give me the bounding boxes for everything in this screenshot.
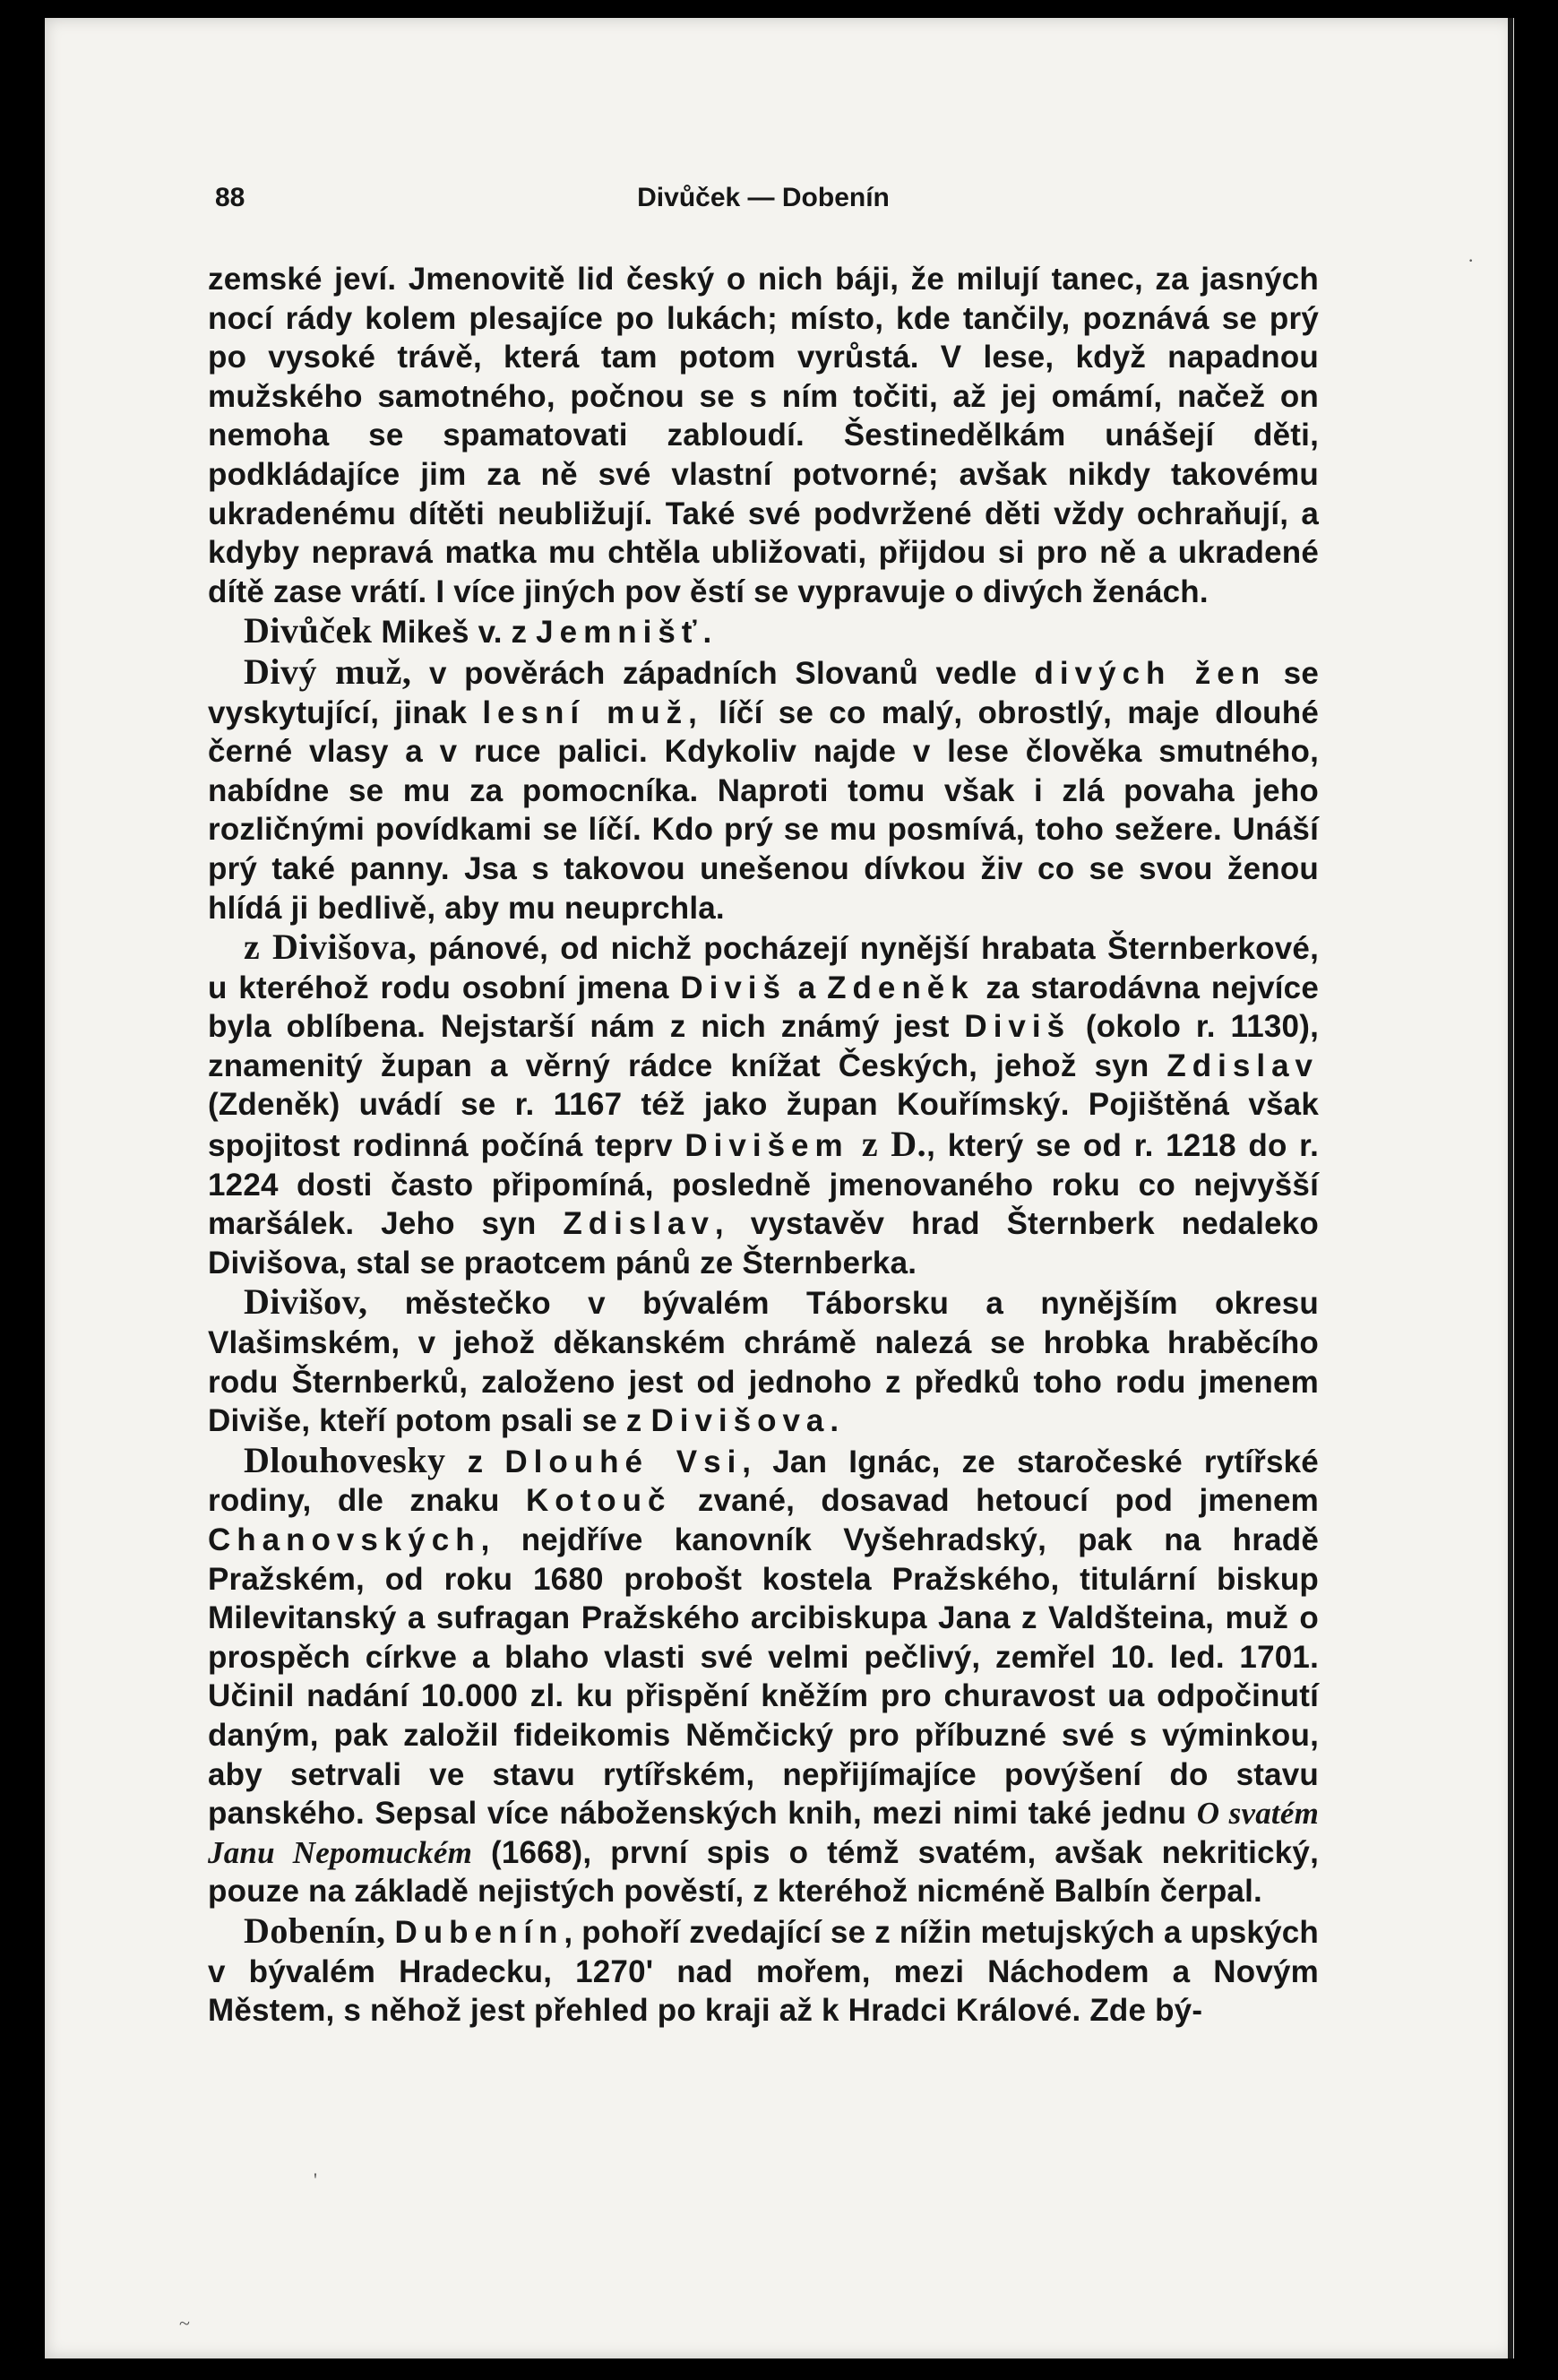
spaced-name: Dlouhé Vsi xyxy=(504,1444,743,1479)
text-body xyxy=(208,260,1319,2031)
spaced-name: Divišova. xyxy=(650,1403,846,1439)
page-content xyxy=(208,161,1319,2031)
text-run xyxy=(386,1915,395,1950)
running-header xyxy=(208,161,1319,215)
text-run: , nejdříve kanovník Vyšehradský, pak na hradě Pražském, od roku 1680 probošt kostela Pražského, titulární biskup Milevitanský a sufragan Pražského arcibiskupa Jana z Valdšteina, muž o prospěch církve a blaho vlasti své velmi pečlivý, zemřel 10. led. 1701. Učinil nadání 10.000 zl. ku přispění kněžím pro churavost ua odpočinutí daným, pak založil fideikomis Němčický pro příbuzné své s výminkou, aby setrvali ve stavu rytířském, nepřijímajíce povýšení do stavu panského. Sepsal více náboženských knih, mezi nimi také jednu xyxy=(208,1522,1319,1832)
spaced-name: lesní muž, xyxy=(482,694,703,730)
entry-divisov xyxy=(208,1282,1319,1440)
entry-divucek xyxy=(208,611,1319,652)
spaced-name: Jemnišť. xyxy=(536,615,719,651)
text-run: městečko v bývalém Táborsku a nynějším okresu Vlašimském, v jehož děkanském chrámě nalezá se hrobka hraběcího rodu Šternberků, založeno jest od jednoho z předků toho rodu jmenem Diviše, kteří potom psali se z xyxy=(208,1286,1319,1439)
headword: Dlouhovesky xyxy=(244,1439,446,1480)
headword: Divůček xyxy=(244,610,373,651)
headword: Divišov, xyxy=(244,1281,368,1323)
text-run: , pohoří zvedající se z nížin metujských a upských v bývalém Hradecku, 1270' nad mořem, mezi Náchodem a Novým Městem, s něhož jest přehled po kraji až k Hradci Králové. Zde bý- xyxy=(208,1914,1319,2029)
text-run: , který se od r. 1218 do r. 1224 dosti často připomíná, posledně jmenovaného roku co nejvyšší maršálek. Jeho syn xyxy=(208,1128,1319,1242)
headword: Divý muž, xyxy=(244,651,412,692)
spaced-name: Zdislav xyxy=(563,1206,715,1242)
spaced-name: Divišem xyxy=(684,1128,849,1164)
running-title: Divůček — Dobenín xyxy=(637,183,890,212)
headword: z Divišova, xyxy=(244,927,417,968)
spaced-name: Zdeněk xyxy=(827,970,975,1005)
spaced-name: Diviš xyxy=(964,1009,1072,1045)
book-page xyxy=(45,18,1514,2358)
margin-mark-left: ' xyxy=(314,2169,317,2191)
text-run: se vyskytující, jinak xyxy=(208,655,1319,730)
headword: Dobenín, xyxy=(244,1910,386,1951)
entry-dobenin xyxy=(208,1911,1319,2031)
text-run: zemské jeví. Jmenovitě lid český o nich báji, že milují tanec, za jasných nocí rády kolem plesajíce po lukách; místo, kde tančily, poznává se prý po vysoké trávě, která tam potom vyrůstá. V lese, když napadnou mužského samotného, počnou se s ním točiti, až jej omámí, načež on nemoha se spamatovati zabloudí. Šestinedělkám unášejí děti, podkládajíce jim za ně své vlastní potvorné; avšak nikdy takovému ukradenému dítěti neubližují. Také své podvržené děti vždy ochraňují, a kdyby nepravá matka mu chtěla ubližovati, přijdou si pro ně a ukradené dítě zase vrátí. I více jiných pov ěstí se vypravuje o divých ženách. xyxy=(208,262,1319,609)
text-run: v pověrách západních Slovanů vedle xyxy=(411,655,1035,691)
text-run: (1668), první spis o témž svatém, avšak nekritický, pouze na základě nejistých pověstí, z kteréhož nicméně Balbín čerpal. xyxy=(208,1834,1319,1910)
text-run: za starodávna nejvíce byla oblíbena. Nejstarší nám z nich známý jest xyxy=(208,970,1319,1045)
spaced-name: Diviš xyxy=(680,970,787,1005)
text-run: Mikeš v. z xyxy=(372,615,537,651)
text-run: (okolo r. 1130), znamenitý župan a věrný rádce knížat Českých, jehož syn xyxy=(208,1009,1319,1083)
text-run: , Jan Ignác, ze staročeské rytířské rodiny, dle znaku xyxy=(208,1444,1319,1519)
text-run: zvané, dosavad hetoucí pod jmenem xyxy=(671,1483,1319,1519)
spaced-name: Zdislav xyxy=(1166,1048,1319,1083)
spaced-name: Dubenín xyxy=(394,1914,564,1950)
spaced-name: divých žen xyxy=(1034,655,1267,691)
text-run: z xyxy=(445,1444,505,1479)
headword: z D. xyxy=(848,1124,927,1165)
text-run: (Zdeněk) uvádí se r. 1167 též jako župan Kouřímský. Pojištěná však spojitost rodinná počíná teprv xyxy=(208,1087,1319,1164)
page-edge-shadow xyxy=(1508,18,1513,2358)
spaced-name: Chanovských xyxy=(208,1522,481,1557)
paragraph-continuation xyxy=(208,260,1319,611)
text-run: a xyxy=(786,970,828,1005)
margin-mark-right: · xyxy=(1468,249,1475,272)
margin-mark-bottom: ~ xyxy=(179,2312,190,2334)
text-run: , vystavěv hrad Šternberk nedaleko Divišova, stal se praotcem pánů ze Šternberka. xyxy=(208,1206,1319,1281)
text-run: pánové, od nichž pocházejí nynější hrabata Šternberkové, u kteréhož rodu osobní jmena xyxy=(208,931,1319,1005)
italic-title: O svatém Janu Nepomuckém xyxy=(208,1796,1320,1870)
entry-z-divisova xyxy=(208,927,1319,1282)
spaced-name: Kotouč xyxy=(525,1483,672,1519)
entry-divy-muz xyxy=(208,652,1319,927)
entry-dlouhovesky xyxy=(208,1441,1319,1911)
text-run: líčí se co malý, obrostlý, maje dlouhé černé vlasy a v ruce palici. Kdykoliv najde v lese člověka smutného, nabídne se mu za pomocníka. Naproti tomu však i zlá povaha jeho rozličnými povídkami se líčí. Kdo prý se mu posmívá, toho sežere. Unáší prý také panny. Jsa s takovou unešenou dívkou živ co se svou ženou hlídá ji bedlivě, aby mu neuprchla. xyxy=(208,694,1319,926)
page-number: 88 xyxy=(215,183,245,212)
